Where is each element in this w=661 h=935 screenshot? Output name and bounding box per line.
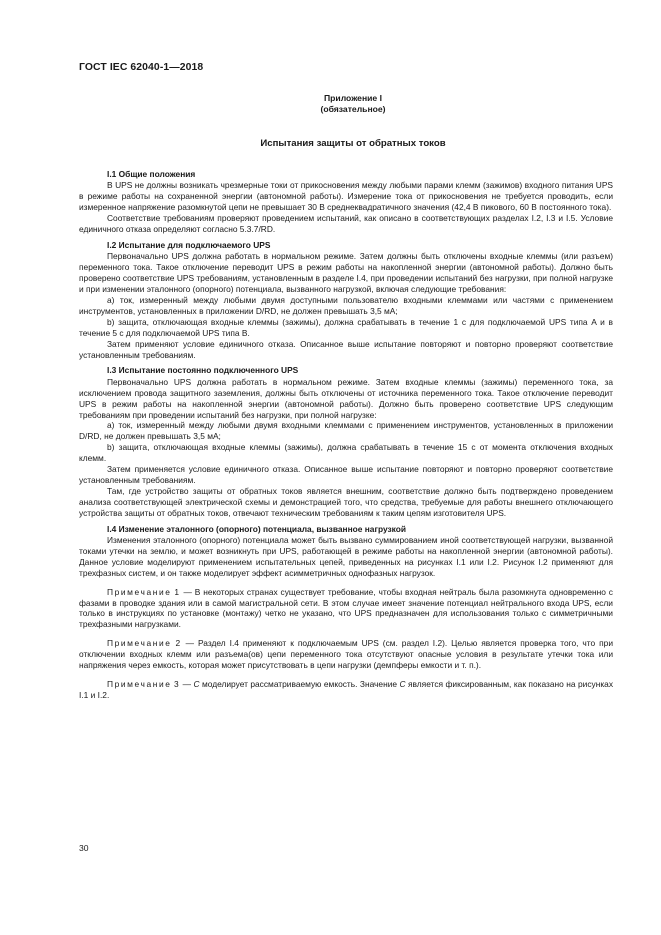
section-i4 (79, 524, 613, 579)
note-text: Раздел I.4 применяют к подключаемым UPS (см. раздел I.2). Целью является проверка того, что при отключении входных клемм или разъема(ов) цепи переменного тока отсутствуют опасные условия в результате утечки тока или напряжения через емкость, которая может присутствовать в цепи нагрузки (демпферы емкости и т. п.). (79, 638, 613, 671)
note-label: Примечание (107, 638, 172, 649)
note-dash: — (185, 638, 195, 649)
note-symbol: C (193, 678, 200, 689)
note-dash: — (182, 678, 192, 689)
annex-status: (обязательное) (320, 104, 386, 114)
note-text: является фиксированным, как показано на рисунках I.1 и I.2. (79, 678, 614, 700)
note-number: 2 (175, 638, 182, 649)
page-number: 30 (79, 843, 89, 853)
list-item-b: b) защита, отключающая входные клеммы (зажимы), должна срабатывать в течение 15 с от момента отключения входных клемм. (79, 442, 613, 464)
section-i2 (79, 240, 613, 360)
section-title: I.2 Испытание для подключаемого UPS (107, 239, 271, 250)
page-content (79, 93, 613, 701)
paragraph: Затем применяют условие единичного отказа. Описанное выше испытание повторяют и повторно проверяют соответствие установленным требованиям. (79, 338, 613, 360)
paragraph: В UPS не должны возникать чрезмерные токи от прикосновения между любыми парами клемм (зажимов) входного питания UPS в режиме работы на сохраненной энергии (автономной работы). Измерение тока от прикосновения не требуется проводить, если измеренное напряжение разомкнутой цепи не превышает 30 В среднеквадратичного значения (42,4 В пикового, 60 В постоянного тока). (79, 180, 613, 213)
note-3 (79, 679, 613, 701)
section-title: I.3 Испытание постоянно подключенного UPS (107, 365, 299, 376)
note-symbol: C (399, 678, 406, 689)
note-number: 1 (174, 586, 181, 597)
paragraph: Затем применяется условие единичного отказа. Описанное выше испытание повторяют и повторно проверяют соответствие установленным требованиям. (79, 464, 613, 485)
paragraph: Первоначально UPS должна работать в нормальном режиме. Затем входные клеммы (зажимы) переменного тока, за исключением провода защитного заземления, должны быть отключены от источника переменного тока. Такое отключение переводит UPS в режим работы на накопленной энергии (автономной работы). Должно быть проверено соответствие UPS следующим требованиям при проведении испытаний без нагрузки, при полной нагрузке: (79, 376, 613, 420)
section-title: I.1 Общие положения (107, 169, 196, 179)
section-i3 (79, 365, 613, 518)
paragraph: Там, где устройство защиты от обратных токов является внешним, соответствие должно быть подтверждено проведением анализа соответствующей электрической схемы и демонстрацией того, что средства, требуемые для работы внешнего отключающего устройства защиты от обратных токов, отвечают техническим требованиям к таким цепям изготовителя UPS. (79, 485, 613, 518)
paragraph: Изменения эталонного (опорного) потенциала может быть вызвано суммированием иной соответствующей нагрузки, вызванной токами утечки на землю, и может возникнуть при UPS, работающей в режиме работы на накопленной энергии (автономной работы). Данное условие моделируют применением испытательных цепей, приведенных на рисунках I.1 или I.2. Рисунок I.2 применяют для трехфазных систем, и он также моделирует эффект асимметричных однофазных нагрузок. (79, 535, 613, 578)
note-2 (79, 638, 613, 671)
note-text: моделирует рассматриваемую емкость. Значение (199, 678, 400, 689)
paragraph: Соответствие требованиям проверяют проведением испытаний, как описано в соответствующих разделах I.2, I.3 и I.5. Условие единичного отказа определяют согласно 5.3.7/RD. (79, 213, 613, 235)
section-title: I.4 Изменение эталонного (опорного) потенциала, вызванное нагрузкой (107, 523, 407, 534)
note-label: Примечание (107, 678, 172, 689)
annex-heading: Испытания защиты от обратных токов (260, 138, 446, 149)
note-dash: — (183, 586, 192, 597)
note-1 (79, 587, 613, 631)
list-item-b: b) защита, отключающая входные клеммы (зажимы), должна срабатывать в течение 1 с для подключаемой UPS типа A и в течение 5 с для подключаемой UPS типа B. (79, 316, 613, 338)
paragraph: Первоначально UPS должна работать в нормальном режиме. Затем должны быть отключены входные клеммы (или разъем) переменного тока. Такое отключение переводит UPS в режим работы на накопленной энергии (автономной работы). Должно быть проверено соответствие UPS требованиям, установленным в разделе I.4, при проведении испытаний без нагрузки, при полной нагрузке и при изменении эталонного (опорного) потенциала, вызванного нагрузкой, включая следующие требования: (79, 251, 613, 295)
list-item-a: a) ток, измеренный между любыми двумя доступными пользователю входными клеммами или частями с применением инструментов, установленных в приложении D/RD, не должен превышать 3,5 мА; (79, 294, 613, 316)
note-number: 3 (173, 678, 181, 689)
note-text: В некоторых странах существует требование, чтобы входная нейтраль была разомкнута одновременно с фазами в проводке здания или в самой магистральной сети. В этом случае имеет значение потенциал нейтрального входа UPS, если только в инструкциях по установке (монтажу) четко не указано, что UPS предназначен для использования только с симметричными трехфазными нагрузками. (79, 586, 613, 630)
section-i1 (79, 169, 613, 235)
note-label: Примечание (107, 586, 172, 597)
list-item-a: a) ток, измеренный между любыми двумя входными клеммами с применением инструментов, установленных в приложении D/RD, не должен превышать 3,5 мА; (79, 420, 613, 442)
annex-title: Приложение I (324, 93, 382, 103)
standard-code-header: ГОСТ IEC 62040-1—2018 (79, 62, 204, 73)
